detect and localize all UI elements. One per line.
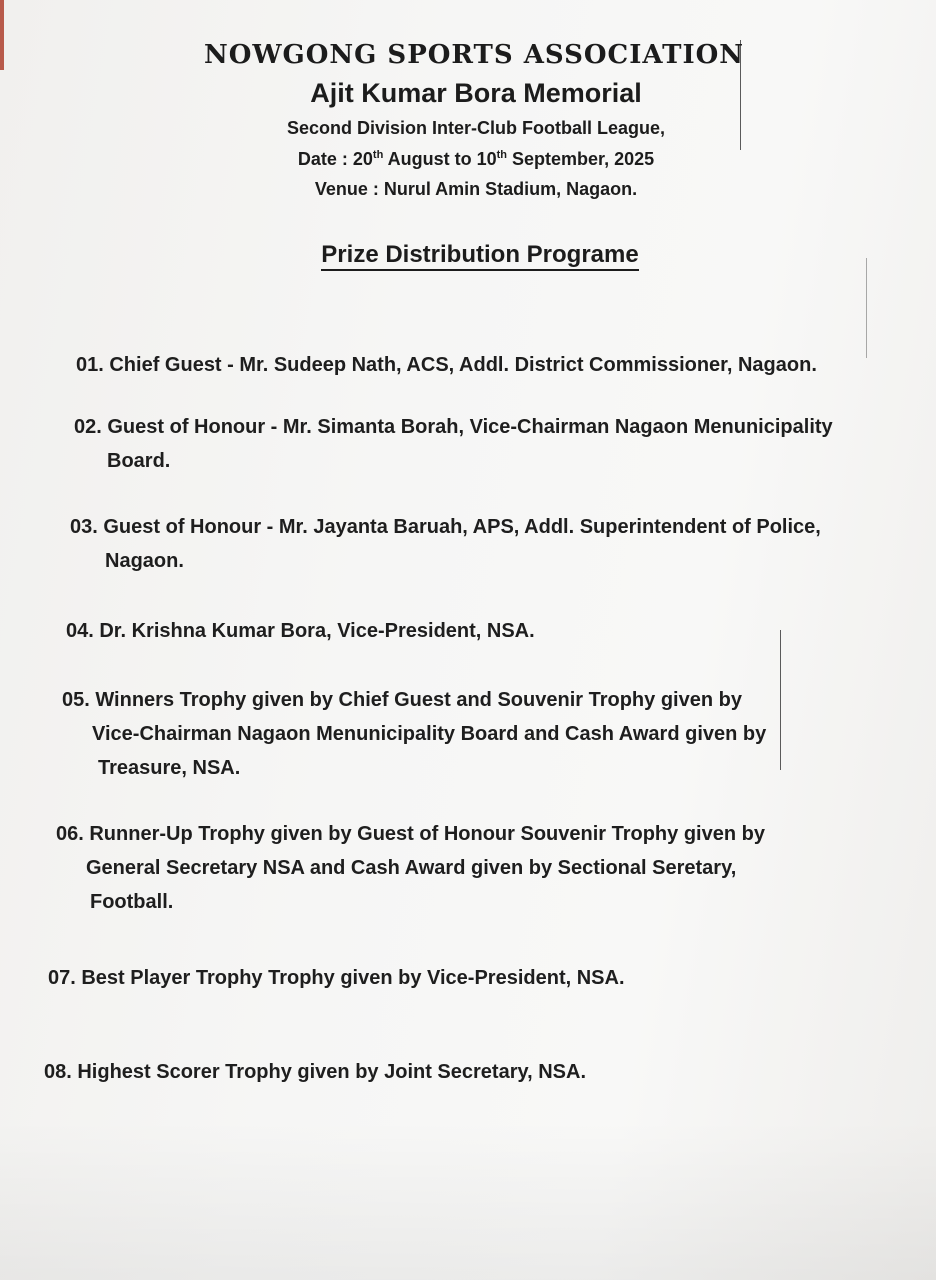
print-artifact-line: [866, 258, 867, 358]
date-middle: August to 10: [383, 149, 497, 169]
item-line: 05. Winners Trophy given by Chief Guest and Souvenir Trophy given by: [62, 689, 742, 711]
organization-name: NOWGONG SPORTS ASSOCIATION: [203, 40, 745, 70]
list-item: [56, 817, 765, 919]
item-line: Treasure, NSA.: [98, 757, 241, 779]
page-edge-accent: [0, 0, 4, 70]
item-line: 04. Dr. Krishna Kumar Bora, Vice-President, NSA.: [66, 620, 535, 642]
date-ordinal-end: th: [496, 149, 508, 161]
date-suffix: September, 2025: [507, 149, 655, 169]
programme-heading: [12, 241, 936, 269]
item-line: Nagaon.: [105, 550, 184, 572]
memorial-title: Ajit Kumar Bora Memorial: [310, 78, 642, 108]
item-line: 08. Highest Scorer Trophy given by Joint Secretary, NSA.: [44, 1061, 587, 1083]
event-date: [8, 149, 936, 170]
list-item: [66, 614, 535, 648]
list-item: [48, 961, 625, 995]
list-item: [76, 348, 817, 382]
list-item: [62, 683, 766, 785]
date-ordinal-start: th: [372, 149, 384, 161]
list-item: [44, 1055, 586, 1089]
list-item: [70, 510, 821, 578]
item-line: 02. Guest of Honour - Mr. Simanta Borah, Vice-Chairman Nagaon Menunicipality: [74, 416, 833, 438]
list-item: [74, 410, 833, 478]
date-prefix: Date : 20: [297, 149, 373, 169]
item-line: General Secretary NSA and Cash Award given by Sectional Seretary,: [86, 857, 737, 879]
page-shadow: [0, 1120, 936, 1280]
item-line: Board.: [107, 450, 171, 472]
item-line: 03. Guest of Honour - Mr. Jayanta Baruah, APS, Addl. Superintendent of Police,: [70, 516, 821, 538]
item-line: 06. Runner-Up Trophy given by Guest of Honour Souvenir Trophy given by: [56, 823, 765, 845]
league-title: Second Division Inter-Club Football League,: [286, 118, 666, 138]
programme-title: Prize Distribution Programe: [321, 241, 638, 271]
item-line: Football.: [90, 891, 174, 913]
print-artifact-line: [780, 630, 781, 770]
item-line: 01. Chief Guest - Mr. Sudeep Nath, ACS, Addl. District Commissioner, Nagaon.: [76, 354, 817, 376]
item-line: 07. Best Player Trophy Trophy given by Vice-President, NSA.: [48, 967, 625, 989]
event-venue: Venue : Nurul Amin Stadium, Nagaon.: [314, 179, 638, 199]
item-line: Vice-Chairman Nagaon Menunicipality Board and Cash Award given by: [92, 723, 767, 745]
